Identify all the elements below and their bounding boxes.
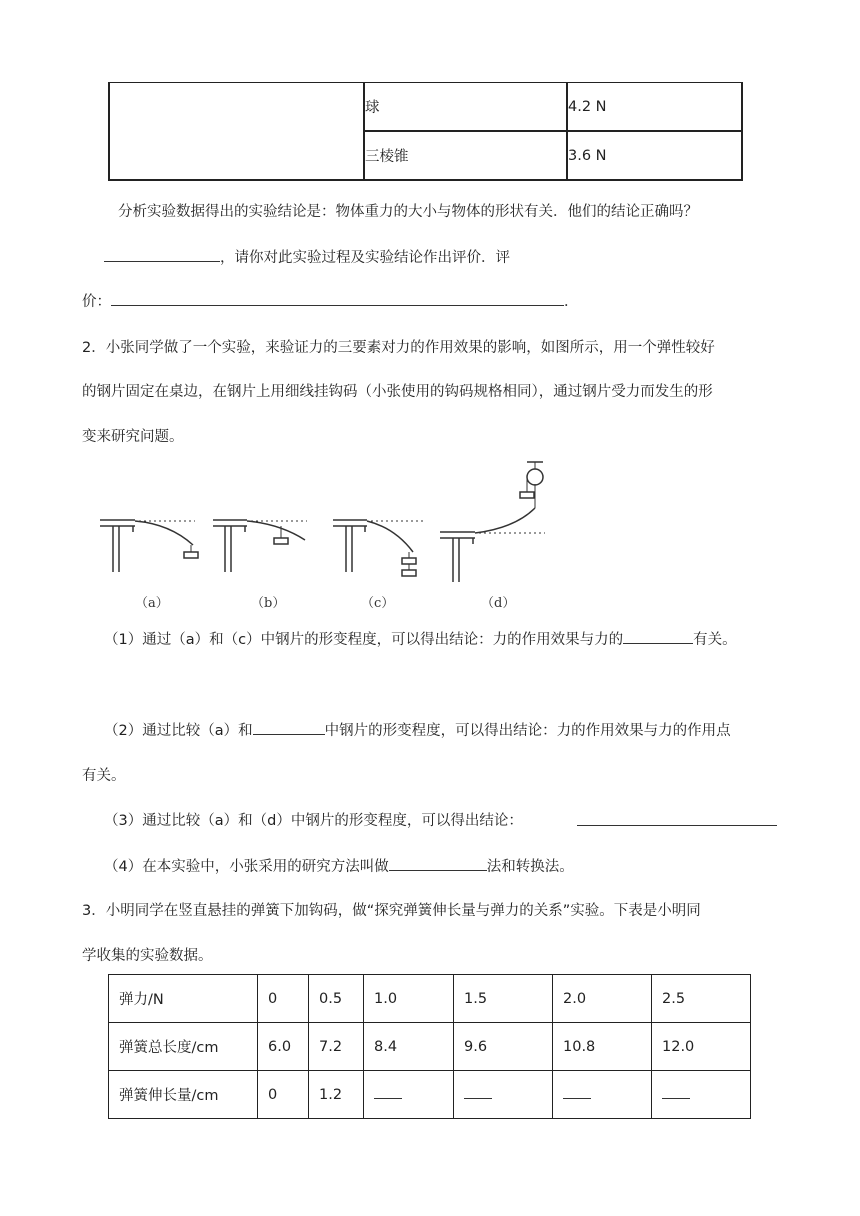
q1-evaluate-label: 价： [82, 294, 111, 310]
table-cell [454, 1071, 553, 1119]
table-cell: 弹簧总长度/cm [109, 1023, 258, 1071]
table-cell: 12.0 [652, 1023, 751, 1071]
answer-blank[interactable] [623, 629, 693, 644]
table-cell: 1.5 [454, 975, 553, 1023]
table-row [109, 975, 751, 1023]
table-row [109, 1071, 751, 1119]
table-cell: 7.2 [309, 1023, 364, 1071]
q2-sub4-text: （4）在本实验中，小张采用的研究方法叫做 [104, 859, 389, 875]
q3-line1: 3．小明同学在竖直悬挂的弹簧下加钩码，做“探究弹簧伸长量与弹力的关系”实验。下表是小明同 [82, 903, 701, 919]
q2-sub2 [104, 719, 731, 740]
q2-sub1-text: （1）通过（a）和（c）中钢片的形变程度，可以得出结论：力的作用效果与力的 [104, 632, 624, 648]
answer-blank[interactable] [389, 856, 487, 871]
answer-blank[interactable] [253, 720, 325, 735]
fig-label-b: （b） [251, 596, 286, 611]
fig-label-c: （c） [361, 596, 395, 611]
answer-blank[interactable] [104, 247, 220, 262]
q1-evaluation-line [82, 290, 579, 311]
table-row [109, 1023, 751, 1071]
q2-line3: 变来研究问题。 [82, 429, 184, 445]
table-cell: 0 [258, 1071, 309, 1119]
fig-label-a: （a） [135, 596, 169, 611]
table-cell: 三棱锥 [364, 131, 567, 180]
table-row [109, 83, 742, 132]
table-cell: 球 [364, 83, 567, 132]
table-cell: 4.2 N [567, 83, 742, 132]
table-cell: 8.4 [364, 1023, 454, 1071]
table-cell: 0 [258, 975, 309, 1023]
table-cell: 10.8 [553, 1023, 652, 1071]
answer-blank[interactable] [563, 1088, 591, 1099]
q1-evaluate-prompt: ，请你对此实验过程及实验结论作出评价．评 [220, 250, 510, 266]
q2-sub3 [104, 809, 523, 830]
q2-sub2-end: 有关。 [82, 768, 126, 784]
q2-sub1 [104, 628, 737, 649]
q1-end: ． [564, 294, 579, 310]
steel-strip-figure [95, 452, 565, 617]
fig-label-d: （d） [481, 596, 516, 611]
q2-line1: 2．小张同学做了一个实验，来验证力的三要素对力的作用效果的影响，如图所示，用一个弹性较好 [82, 340, 715, 356]
table-cell: 9.6 [454, 1023, 553, 1071]
q2-sub4 [104, 855, 574, 876]
answer-blank[interactable] [374, 1088, 402, 1099]
q3-line2: 学收集的实验数据。 [82, 948, 213, 964]
shape-gravity-table [108, 82, 743, 181]
answer-blank[interactable] [464, 1088, 492, 1099]
table-cell: 1.2 [309, 1071, 364, 1119]
table-cell: 1.0 [364, 975, 454, 1023]
table-cell: 弹簧伸长量/cm [109, 1071, 258, 1119]
answer-blank[interactable] [577, 811, 777, 826]
q1-analysis: 分析实验数据得出的实验结论是：物体重力的大小与物体的形状有关．他们的结论正确吗？ [118, 204, 698, 220]
answer-blank[interactable] [111, 291, 564, 306]
table-cell: 2.0 [553, 975, 652, 1023]
q2-sub2-text: （2）通过比较（a）和 [104, 723, 253, 739]
table-cell: 弹力/N [109, 975, 258, 1023]
table-cell [109, 83, 364, 181]
table-cell: 3.6 N [567, 131, 742, 180]
table-cell [553, 1071, 652, 1119]
spring-data-table [108, 974, 751, 1119]
table-cell: 6.0 [258, 1023, 309, 1071]
table-cell: 2.5 [652, 975, 751, 1023]
q2-sub1-end: 有关。 [693, 632, 737, 648]
q1-evaluate-line [104, 246, 510, 267]
q2-sub2-text2: 中钢片的形变程度，可以得出结论：力的作用效果与力的作用点 [324, 723, 731, 739]
q2-sub3-text: （3）通过比较（a）和（d）中钢片的形变程度，可以得出结论： [104, 813, 523, 829]
answer-blank[interactable] [662, 1088, 690, 1099]
table-cell [652, 1071, 751, 1119]
table-cell [364, 1071, 454, 1119]
table-cell: 0.5 [309, 975, 364, 1023]
q2-line2: 的钢片固定在桌边，在钢片上用细线挂钩码（小张使用的钩码规格相同），通过钢片受力而发生的形 [82, 384, 713, 400]
q2-sub4-end: 法和转换法。 [486, 859, 574, 875]
